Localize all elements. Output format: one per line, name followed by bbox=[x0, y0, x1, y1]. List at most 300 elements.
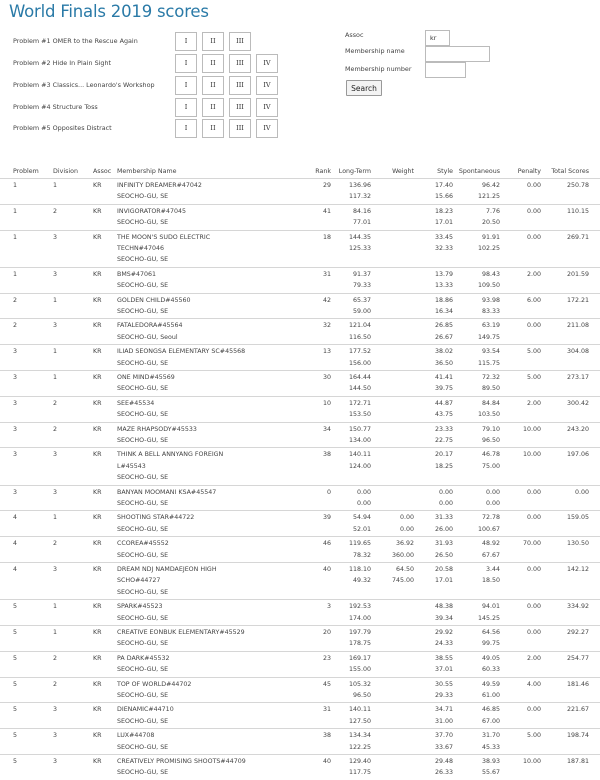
cell-name: SEOCHO-GU, SE bbox=[117, 691, 169, 699]
cell-total: 198.74 bbox=[566, 732, 589, 740]
cell-name: SEOCHO-GU, SE bbox=[117, 717, 169, 725]
cell-problem: 5 bbox=[13, 603, 18, 611]
cell-name: SEOCHO-GU, SE bbox=[117, 769, 169, 777]
cell-lt: 134.34 bbox=[348, 732, 371, 740]
header-spontaneous[interactable]: Spontaneous bbox=[458, 168, 500, 175]
cell-division: 2 bbox=[53, 680, 58, 688]
division-button[interactable]: I bbox=[175, 54, 197, 73]
cell-name: DREAM NDJ NAMDAEJEON HIGH bbox=[117, 565, 217, 573]
cell-assoc: KR bbox=[93, 399, 102, 407]
header-style[interactable]: Style bbox=[437, 168, 453, 175]
cell-assoc: KR bbox=[93, 654, 102, 662]
cell-total: 250.78 bbox=[566, 182, 589, 189]
cell-name: SPARK#45523 bbox=[117, 603, 163, 611]
cell-name: TOP OF WORLD#44702 bbox=[117, 680, 192, 688]
cell-lt: 127.50 bbox=[348, 717, 371, 725]
problem-label: Problem #2 Hide In Plain Sight bbox=[13, 59, 112, 67]
division-button[interactable]: III bbox=[229, 32, 251, 51]
table-row bbox=[0, 344, 600, 370]
cell-weight: 745.00 bbox=[391, 577, 414, 585]
header-long-term[interactable]: Long-Term bbox=[338, 168, 371, 175]
problem-label: Problem #1 OMER to the Rescue Again bbox=[13, 37, 138, 45]
header-total-scores[interactable]: Total Scores bbox=[551, 168, 589, 175]
cell-style: 33.67 bbox=[434, 743, 453, 751]
cell-problem: 3 bbox=[13, 399, 18, 407]
cell-problem: 2 bbox=[13, 322, 18, 330]
table-row bbox=[0, 318, 600, 344]
cell-rank: 40 bbox=[322, 757, 331, 765]
cell-lt: 125.33 bbox=[348, 244, 371, 252]
cell-spont: 46.78 bbox=[481, 451, 500, 459]
cell-problem: 5 bbox=[13, 732, 18, 740]
problem-filter-row bbox=[13, 118, 278, 138]
division-button[interactable]: IV bbox=[256, 54, 278, 73]
cell-spont: 79.10 bbox=[481, 425, 500, 433]
cell-spont: 103.50 bbox=[477, 411, 500, 419]
cell-spont: 99.75 bbox=[481, 640, 500, 648]
cell-lt: 124.00 bbox=[348, 462, 371, 470]
page-title: World Finals 2019 scores bbox=[9, 2, 209, 21]
cell-total: 304.08 bbox=[566, 348, 589, 356]
cell-rank: 32 bbox=[322, 322, 331, 330]
cell-style: 38.55 bbox=[434, 654, 453, 662]
assoc-label: Assoc bbox=[345, 31, 364, 39]
cell-total: 243.20 bbox=[566, 425, 589, 433]
cell-problem: 5 bbox=[13, 680, 18, 688]
header-problem[interactable]: Problem bbox=[13, 168, 39, 175]
cell-total: 0.00 bbox=[574, 488, 589, 496]
cell-lt: 174.00 bbox=[348, 614, 371, 622]
cell-division: 3 bbox=[53, 270, 58, 278]
cell-style: 26.33 bbox=[434, 769, 453, 777]
cell-style: 22.75 bbox=[434, 436, 453, 444]
cell-assoc: KR bbox=[93, 207, 102, 215]
cell-rank: 34 bbox=[322, 425, 331, 433]
cell-penalty: 70.00 bbox=[522, 540, 541, 548]
cell-spont: 89.50 bbox=[481, 385, 500, 393]
cell-style: 37.70 bbox=[434, 732, 453, 740]
cell-division: 2 bbox=[53, 399, 58, 407]
cell-style: 36.50 bbox=[434, 359, 453, 367]
division-button-group bbox=[175, 32, 251, 51]
cell-lt: 54.94 bbox=[352, 514, 371, 522]
cell-lt: 52.01 bbox=[352, 525, 371, 533]
cell-penalty: 10.00 bbox=[522, 425, 541, 433]
cell-style: 16.34 bbox=[434, 307, 453, 315]
division-button[interactable]: IV bbox=[256, 98, 278, 117]
problem-label: Problem #3 Classics... Leonardo's Workshop bbox=[13, 81, 155, 89]
cell-style: 48.38 bbox=[434, 603, 453, 611]
cell-lt: 77.01 bbox=[352, 219, 371, 227]
cell-style: 37.01 bbox=[434, 666, 453, 674]
cell-problem: 1 bbox=[13, 270, 18, 278]
header-penalty[interactable]: Penalty bbox=[517, 168, 541, 175]
cell-name: SEOCHO-GU, SE bbox=[117, 743, 169, 751]
cell-total: 211.08 bbox=[566, 322, 589, 330]
cell-spont: 72.78 bbox=[481, 514, 500, 522]
cell-lt: 49.32 bbox=[352, 577, 371, 585]
cell-problem: 1 bbox=[13, 182, 18, 189]
cell-rank: 3 bbox=[326, 603, 331, 611]
cell-penalty: 4.00 bbox=[526, 680, 541, 688]
cell-lt: 178.75 bbox=[348, 640, 371, 648]
cell-name: FATALEDORA#45564 bbox=[117, 322, 183, 330]
cell-division: 3 bbox=[53, 451, 58, 459]
division-button[interactable]: III bbox=[229, 98, 251, 117]
cell-assoc: KR bbox=[93, 488, 102, 496]
cell-problem: 5 bbox=[13, 757, 18, 765]
division-button[interactable]: I bbox=[175, 76, 197, 95]
problem-filter-row bbox=[13, 97, 278, 117]
cell-problem: 4 bbox=[13, 565, 18, 573]
cell-weight: 360.00 bbox=[391, 551, 414, 559]
cell-division: 3 bbox=[53, 488, 58, 496]
membership-name-input[interactable] bbox=[425, 46, 490, 62]
cell-lt: 136.96 bbox=[348, 182, 371, 189]
table-row bbox=[0, 178, 600, 204]
cell-total: 221.67 bbox=[566, 706, 589, 714]
cell-spont: 64.56 bbox=[481, 628, 500, 636]
cell-division: 3 bbox=[53, 565, 58, 573]
table-row bbox=[0, 204, 600, 230]
cell-name: SEOCHO-GU, SE bbox=[117, 525, 169, 533]
problem-filter-row bbox=[13, 75, 278, 95]
cell-name: SEOCHO-GU, Seoul bbox=[117, 333, 178, 341]
table-row bbox=[0, 293, 600, 319]
cell-style: 0.00 bbox=[438, 499, 453, 507]
membership-name-label: Membership name bbox=[345, 47, 405, 55]
cell-lt: 117.75 bbox=[348, 769, 371, 777]
cell-spont: 67.00 bbox=[481, 717, 500, 725]
problem-filter-row bbox=[13, 53, 278, 73]
cell-rank: 40 bbox=[322, 565, 331, 573]
membership-number-input[interactable] bbox=[425, 62, 466, 78]
cell-name: INVIGORATOR#47045 bbox=[117, 207, 186, 215]
cell-name: ILIAD SEONGSA ELEMENTARY SC#45568 bbox=[117, 348, 246, 356]
cell-lt: 156.00 bbox=[348, 359, 371, 367]
table-row bbox=[0, 625, 600, 651]
cell-style: 17.01 bbox=[434, 577, 453, 585]
cell-weight: 0.00 bbox=[399, 525, 414, 533]
cell-total: 273.17 bbox=[566, 373, 589, 381]
cell-rank: 0 bbox=[326, 488, 331, 496]
cell-spont: 115.75 bbox=[477, 359, 500, 367]
cell-name: LUX#44708 bbox=[117, 732, 155, 740]
cell-rank: 38 bbox=[322, 732, 331, 740]
cell-name: MAZE RHAPSODY#45533 bbox=[117, 425, 197, 433]
cell-spont: 96.42 bbox=[481, 182, 500, 189]
cell-penalty: 0.00 bbox=[526, 322, 541, 330]
table-row bbox=[0, 651, 600, 677]
cell-rank: 10 bbox=[322, 399, 331, 407]
cell-penalty: 5.00 bbox=[526, 373, 541, 381]
cell-assoc: KR bbox=[93, 514, 102, 522]
table-row bbox=[0, 562, 600, 599]
division-button[interactable]: II bbox=[202, 32, 224, 51]
cell-style: 44.87 bbox=[434, 399, 453, 407]
division-button[interactable]: III bbox=[229, 76, 251, 95]
assoc-input[interactable]: kr bbox=[425, 30, 450, 46]
division-button[interactable]: I bbox=[175, 119, 197, 138]
cell-rank: 42 bbox=[322, 296, 331, 304]
header-division[interactable]: Division bbox=[53, 168, 78, 175]
cell-division: 3 bbox=[53, 233, 58, 241]
cell-style: 33.45 bbox=[434, 233, 453, 241]
cell-problem: 3 bbox=[13, 348, 18, 356]
cell-name: SCHO#44727 bbox=[117, 577, 161, 585]
division-button[interactable]: II bbox=[202, 54, 224, 73]
cell-penalty: 0.00 bbox=[526, 233, 541, 241]
cell-spont: 46.85 bbox=[481, 706, 500, 714]
cell-style: 18.86 bbox=[434, 296, 453, 304]
cell-name: SEOCHO-GU, SE bbox=[117, 499, 169, 507]
search-button[interactable]: Search bbox=[346, 80, 382, 96]
cell-assoc: KR bbox=[93, 565, 102, 573]
cell-division: 1 bbox=[53, 296, 58, 304]
cell-assoc: KR bbox=[93, 732, 102, 740]
cell-division: 3 bbox=[53, 757, 58, 765]
cell-weight: 36.92 bbox=[395, 540, 414, 548]
cell-lt: 78.32 bbox=[352, 551, 371, 559]
cell-penalty: 0.00 bbox=[526, 628, 541, 636]
cell-problem: 5 bbox=[13, 654, 18, 662]
division-button[interactable]: I bbox=[175, 32, 197, 51]
table-row bbox=[0, 754, 600, 780]
cell-penalty: 0.00 bbox=[526, 207, 541, 215]
cell-spont: 93.98 bbox=[481, 296, 500, 304]
cell-spont: 121.25 bbox=[477, 193, 500, 201]
cell-total: 110.15 bbox=[566, 207, 589, 215]
cell-spont: 93.54 bbox=[481, 348, 500, 356]
cell-name: ONE MIND#45569 bbox=[117, 373, 175, 381]
cell-name: SEOCHO-GU, SE bbox=[117, 307, 169, 315]
cell-spont: 48.92 bbox=[481, 540, 500, 548]
cell-style: 34.71 bbox=[434, 706, 453, 714]
cell-problem: 1 bbox=[13, 207, 18, 215]
cell-assoc: KR bbox=[93, 373, 102, 381]
scores-table bbox=[0, 178, 600, 780]
cell-style: 13.33 bbox=[434, 282, 453, 290]
cell-name: THE MOON'S SUDO ELECTRIC bbox=[117, 233, 211, 241]
cell-spont: 7.76 bbox=[485, 207, 500, 215]
cell-lt: 192.53 bbox=[348, 603, 371, 611]
membership-number-label: Membership number bbox=[345, 65, 412, 73]
table-row bbox=[0, 702, 600, 728]
cell-rank: 39 bbox=[322, 514, 331, 522]
cell-rank: 20 bbox=[322, 628, 331, 636]
cell-assoc: KR bbox=[93, 425, 102, 433]
cell-lt: 150.77 bbox=[348, 425, 371, 433]
cell-division: 2 bbox=[53, 540, 58, 548]
cell-spont: 109.50 bbox=[477, 282, 500, 290]
cell-name: SEOCHO-GU, SE bbox=[117, 256, 169, 264]
cell-lt: 117.32 bbox=[348, 193, 371, 201]
cell-spont: 91.91 bbox=[481, 233, 500, 241]
cell-name: SEOCHO-GU, SE bbox=[117, 385, 169, 393]
cell-spont: 72.32 bbox=[481, 373, 500, 381]
cell-total: 159.05 bbox=[566, 514, 589, 522]
cell-style: 26.00 bbox=[434, 525, 453, 533]
cell-problem: 5 bbox=[13, 706, 18, 714]
division-button-group bbox=[175, 76, 278, 95]
cell-lt: 144.50 bbox=[348, 385, 371, 393]
cell-spont: 149.75 bbox=[477, 333, 500, 341]
cell-spont: 94.01 bbox=[481, 603, 500, 611]
division-button-group bbox=[175, 98, 278, 117]
cell-lt: 122.25 bbox=[348, 743, 371, 751]
cell-problem: 3 bbox=[13, 373, 18, 381]
cell-division: 1 bbox=[53, 348, 58, 356]
cell-division: 1 bbox=[53, 514, 58, 522]
cell-assoc: KR bbox=[93, 451, 102, 459]
cell-division: 2 bbox=[53, 654, 58, 662]
cell-style: 15.66 bbox=[434, 193, 453, 201]
cell-style: 26.67 bbox=[434, 333, 453, 341]
header-membership-name[interactable]: Membership Name bbox=[117, 168, 177, 175]
cell-style: 29.33 bbox=[434, 691, 453, 699]
cell-lt: 169.17 bbox=[348, 654, 371, 662]
cell-rank: 46 bbox=[322, 540, 331, 548]
cell-name: THINK A BELL ANNYANG FOREIGN bbox=[117, 451, 224, 459]
table-row bbox=[0, 422, 600, 448]
cell-style: 38.02 bbox=[434, 348, 453, 356]
cell-division: 1 bbox=[53, 628, 58, 636]
cell-lt: 134.00 bbox=[348, 436, 371, 444]
cell-division: 2 bbox=[53, 207, 58, 215]
cell-rank: 18 bbox=[322, 233, 331, 241]
problem-filter-row bbox=[13, 31, 251, 51]
table-row bbox=[0, 728, 600, 754]
cell-assoc: KR bbox=[93, 757, 102, 765]
cell-style: 0.00 bbox=[438, 488, 453, 496]
division-button-group bbox=[175, 54, 278, 73]
cell-division: 3 bbox=[53, 732, 58, 740]
cell-total: 334.92 bbox=[566, 603, 589, 611]
table-row bbox=[0, 370, 600, 396]
cell-spont: 3.44 bbox=[485, 565, 500, 573]
division-button[interactable]: II bbox=[202, 119, 224, 138]
cell-name: SEOCHO-GU, SE bbox=[117, 193, 169, 201]
cell-penalty: 0.00 bbox=[526, 565, 541, 573]
cell-weight: 0.00 bbox=[399, 514, 414, 522]
cell-total: 130.50 bbox=[566, 540, 589, 548]
cell-lt: 91.37 bbox=[352, 270, 371, 278]
cell-penalty: 0.00 bbox=[526, 514, 541, 522]
cell-problem: 4 bbox=[13, 540, 18, 548]
cell-style: 13.79 bbox=[434, 270, 453, 278]
cell-lt: 65.37 bbox=[352, 296, 371, 304]
cell-style: 26.50 bbox=[434, 551, 453, 559]
cell-name: SEOCHO-GU, SE bbox=[117, 219, 169, 227]
cell-lt: 155.00 bbox=[348, 666, 371, 674]
cell-division: 1 bbox=[53, 373, 58, 381]
cell-rank: 41 bbox=[322, 207, 331, 215]
cell-spont: 49.59 bbox=[481, 680, 500, 688]
cell-lt: 59.00 bbox=[352, 307, 371, 315]
cell-assoc: KR bbox=[93, 296, 102, 304]
cell-rank: 23 bbox=[322, 654, 331, 662]
cell-lt: 172.71 bbox=[348, 399, 371, 407]
cell-lt: 119.65 bbox=[348, 540, 371, 548]
cell-spont: 45.33 bbox=[481, 743, 500, 751]
cell-name: SEOCHO-GU, SE bbox=[117, 282, 169, 290]
cell-rank: 30 bbox=[322, 373, 331, 381]
table-row bbox=[0, 599, 600, 625]
header-rank[interactable]: Rank bbox=[315, 168, 331, 175]
cell-style: 23.33 bbox=[434, 425, 453, 433]
cell-spont: 75.00 bbox=[481, 462, 500, 470]
table-row bbox=[0, 230, 600, 267]
cell-name: SEE#45534 bbox=[117, 399, 155, 407]
cell-total: 181.46 bbox=[566, 680, 589, 688]
cell-lt: 129.40 bbox=[348, 757, 371, 765]
cell-style: 32.33 bbox=[434, 244, 453, 252]
cell-penalty: 0.00 bbox=[526, 706, 541, 714]
header-weight[interactable]: Weight bbox=[392, 168, 414, 175]
cell-spont: 96.50 bbox=[481, 436, 500, 444]
cell-spont: 0.00 bbox=[485, 499, 500, 507]
cell-name: CREATIVE EONBUK ELEMENTARY#45529 bbox=[117, 628, 245, 636]
division-button[interactable]: I bbox=[175, 98, 197, 117]
cell-rank: 31 bbox=[322, 270, 331, 278]
cell-spont: 67.67 bbox=[481, 551, 500, 559]
cell-total: 300.42 bbox=[566, 399, 589, 407]
cell-name: SEOCHO-GU, SE bbox=[117, 588, 169, 596]
cell-spont: 38.93 bbox=[481, 757, 500, 765]
division-button-group bbox=[175, 119, 278, 138]
cell-name: SHOOTING STAR#44722 bbox=[117, 514, 195, 522]
cell-name: SEOCHO-GU, SE bbox=[117, 411, 169, 419]
cell-spont: 18.50 bbox=[481, 577, 500, 585]
cell-spont: 83.33 bbox=[481, 307, 500, 315]
cell-total: 254.77 bbox=[566, 654, 589, 662]
cell-penalty: 10.00 bbox=[522, 451, 541, 459]
cell-division: 3 bbox=[53, 706, 58, 714]
cell-rank: 29 bbox=[322, 182, 331, 189]
cell-style: 31.00 bbox=[434, 717, 453, 725]
cell-lt: 0.00 bbox=[356, 488, 371, 496]
division-button[interactable]: IV bbox=[256, 76, 278, 95]
division-button[interactable]: IV bbox=[256, 119, 278, 138]
cell-total: 197.06 bbox=[566, 451, 589, 459]
cell-penalty: 0.00 bbox=[526, 182, 541, 189]
cell-assoc: KR bbox=[93, 603, 102, 611]
cell-problem: 2 bbox=[13, 296, 18, 304]
cell-name: SEOCHO-GU, SE bbox=[117, 640, 169, 648]
cell-style: 20.58 bbox=[434, 565, 453, 573]
cell-total: 187.81 bbox=[566, 757, 589, 765]
header-assoc[interactable]: Assoc bbox=[93, 168, 112, 175]
cell-division: 1 bbox=[53, 603, 58, 611]
cell-assoc: KR bbox=[93, 706, 102, 714]
cell-division: 3 bbox=[53, 322, 58, 330]
cell-penalty: 0.00 bbox=[526, 488, 541, 496]
table-row bbox=[0, 677, 600, 703]
cell-rank: 45 bbox=[322, 680, 331, 688]
cell-name: INFINITY DREAMER#47042 bbox=[117, 182, 202, 189]
division-button[interactable]: II bbox=[202, 76, 224, 95]
cell-penalty: 6.00 bbox=[526, 296, 541, 304]
division-button[interactable]: III bbox=[229, 54, 251, 73]
cell-name: DIENAMIC#44710 bbox=[117, 706, 174, 714]
division-button[interactable]: III bbox=[229, 119, 251, 138]
cell-total: 201.59 bbox=[566, 270, 589, 278]
table-row bbox=[0, 536, 600, 562]
division-button[interactable]: II bbox=[202, 98, 224, 117]
cell-name: GOLDEN CHILD#45560 bbox=[117, 296, 191, 304]
cell-lt: 96.50 bbox=[352, 691, 371, 699]
cell-name: SEOCHO-GU, SE bbox=[117, 666, 169, 674]
